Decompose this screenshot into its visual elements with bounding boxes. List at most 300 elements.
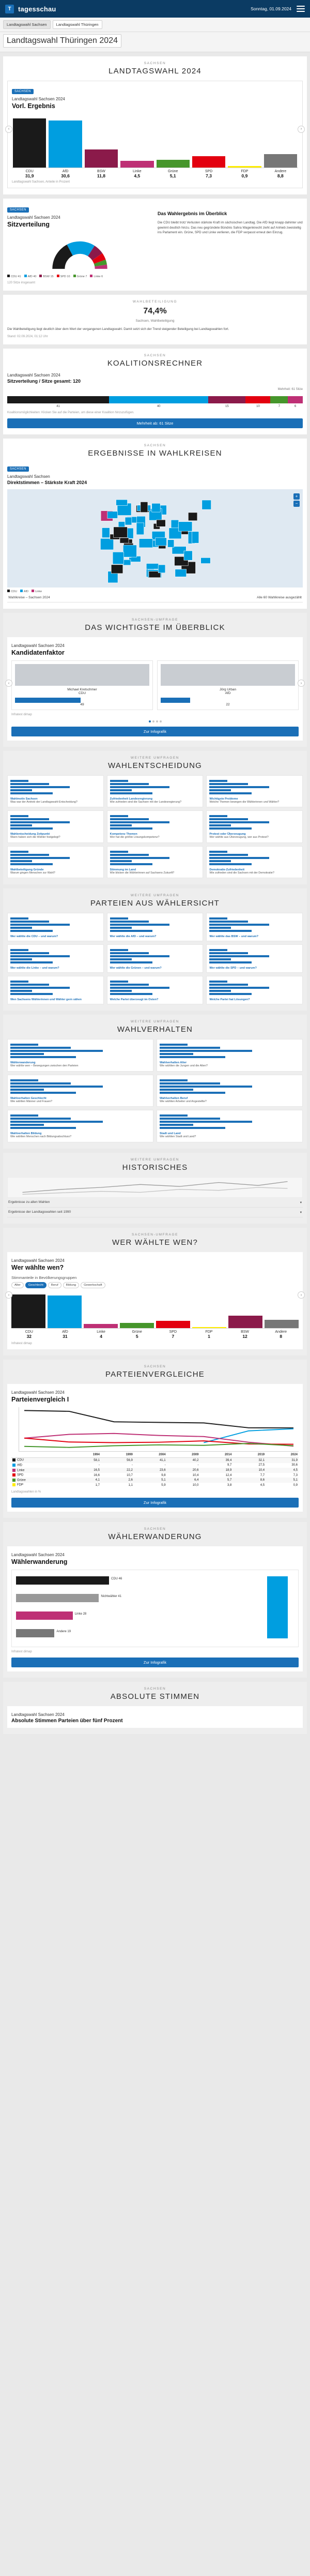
- constituency-map[interactable]: [7, 489, 303, 587]
- koal-seg-afd[interactable]: [109, 396, 208, 403]
- mini-chart: [110, 916, 200, 933]
- map-constituency[interactable]: [146, 563, 159, 569]
- mini-bar-row: [160, 1121, 300, 1123]
- analysis-card-title: Wer wählte die CDU – und warum?: [10, 935, 58, 939]
- mini-bar-row: [110, 993, 200, 995]
- mini-bar-row: [209, 792, 300, 794]
- werwen-chip-bildung[interactable]: Bildung: [63, 1282, 79, 1288]
- mini-bar-row: [10, 863, 101, 865]
- analysis-card[interactable]: [107, 976, 204, 1004]
- analysis-card[interactable]: [7, 1039, 153, 1072]
- overview-head: Das Wahlergebnis im Überblick: [158, 211, 227, 216]
- werwen-card-title: Landtagswahl Sachsen 2024: [11, 1258, 65, 1263]
- mini-bar-row: [10, 1114, 150, 1117]
- candidates-prev-icon[interactable]: ‹: [5, 680, 12, 687]
- mini-bar-row: [110, 961, 200, 963]
- pv-value: 0,9: [293, 1483, 298, 1487]
- pv-value: -: [164, 1464, 166, 1467]
- analysis-card[interactable]: [107, 775, 204, 808]
- analysis-card-text: Wie zufrieden sind die Sachsen mit der Landesregierung?: [110, 800, 182, 804]
- mini-bar-row: [110, 958, 200, 960]
- map-constituency[interactable]: [136, 523, 144, 535]
- mini-chart: [10, 814, 101, 831]
- koalition-button[interactable]: Mehrheit ab: 61 Sitze: [7, 418, 303, 428]
- seat-legend-afd: AfD 40: [24, 275, 37, 278]
- mini-bar-row: [110, 854, 200, 856]
- candidate-card[interactable]: [157, 660, 299, 710]
- map-constituency[interactable]: [139, 538, 152, 547]
- mini-chart: [10, 1078, 150, 1095]
- result-bar-spd: [192, 114, 225, 168]
- candidate-value: 49: [80, 702, 84, 706]
- candidate-card[interactable]: [11, 660, 153, 710]
- abs-card-title: Landtagswahl Sachsen 2024: [11, 1712, 65, 1718]
- mini-bar-row: [209, 930, 300, 932]
- candidates-source: Infratest dimap: [11, 713, 32, 716]
- result-bar-afd: [49, 114, 82, 168]
- candidate-name: Jörg Urban: [219, 687, 237, 691]
- candidates-card-title: Landtagswahl Sachsen 2024: [11, 643, 65, 648]
- mini-chart: [209, 849, 300, 867]
- result-badge: SACHSEN: [12, 89, 34, 94]
- ww-bar-label-nichtwähler: Nichtwähler 41: [101, 1595, 122, 1599]
- analysis-card[interactable]: [206, 846, 303, 879]
- pv-value: 12,4: [225, 1473, 232, 1477]
- result-label-bsw: BSW 11,8: [97, 170, 105, 178]
- werwen-bar-cdu: [11, 1291, 45, 1328]
- pv-value: -: [131, 1464, 133, 1467]
- mini-bar-row: [209, 958, 300, 960]
- mini-bar-row: [10, 1082, 150, 1084]
- map-constituency[interactable]: [192, 531, 198, 543]
- pv-value: 56,9: [127, 1458, 133, 1462]
- analysis-card-text: Wann haben sich die Wähler festgelegt?: [10, 836, 60, 839]
- candidates-next-icon[interactable]: ›: [298, 680, 305, 687]
- pv-party: AfD: [11, 1463, 68, 1468]
- pv-value: 9,8: [161, 1473, 166, 1477]
- map-constituency[interactable]: [123, 560, 131, 565]
- koal-seg-grüne[interactable]: [270, 396, 288, 403]
- pv-value: 4,5: [260, 1483, 265, 1487]
- analysis-card[interactable]: [206, 810, 303, 843]
- analysis-card[interactable]: [7, 913, 104, 941]
- chevron-down-icon[interactable]: ▾: [300, 1200, 302, 1204]
- candidate-bar: [15, 698, 81, 703]
- analysis-card-title: Zufriedenheit Landesregierung: [110, 797, 153, 801]
- werwen-label-cdu: CDU 32: [25, 1330, 33, 1339]
- analysis-card-title: Wer wählte die SPD – und warum?: [209, 967, 257, 970]
- tab-sachsen[interactable]: Landtagswahl Sachsen: [3, 20, 51, 29]
- mini-chart: [10, 778, 101, 796]
- analysis-card[interactable]: [157, 1075, 303, 1107]
- mini-chart: [160, 1113, 300, 1131]
- analysis-card-title: Demokratie-Zufriedenheit: [209, 868, 245, 871]
- ww-bar-label-linke: Linke 28: [74, 1613, 87, 1616]
- mini-chart: [110, 778, 200, 796]
- mini-bar-row: [209, 827, 300, 830]
- mini-bar-row: [110, 927, 200, 929]
- mini-bar-row: [10, 851, 101, 853]
- analysis-card[interactable]: [7, 775, 104, 808]
- werwen-filter-chips[interactable]: [11, 1282, 299, 1288]
- mini-bar-row: [209, 981, 300, 983]
- mini-bar-row: [209, 990, 300, 992]
- mini-bar-row: [209, 927, 300, 929]
- map-select-value[interactable]: Direktstimmen – Stärkste Kraft 2024: [7, 479, 87, 485]
- analysis-card-title: Wahlverhalten Geschlecht: [10, 1096, 47, 1100]
- pv-table-row: [11, 1468, 299, 1473]
- mini-bar-row: [209, 984, 300, 986]
- map-constituency[interactable]: [178, 521, 192, 531]
- analysis-card[interactable]: [107, 810, 204, 843]
- koal-seg-bsw[interactable]: [208, 396, 245, 403]
- map-constituency[interactable]: [120, 537, 129, 543]
- pv-series-afd: [204, 1429, 293, 1443]
- koal-seg-spd[interactable]: [245, 396, 270, 403]
- mini-bar-row: [10, 952, 101, 954]
- carousel-prev-icon[interactable]: ‹: [5, 126, 12, 133]
- footer-spacer: [0, 1738, 310, 1749]
- pv-col-header: 1999: [101, 1453, 134, 1458]
- seats-left: [7, 204, 152, 284]
- mini-bar-row: [10, 921, 101, 923]
- koalition-card-title: Landtagswahl Sachsen 2024: [7, 372, 60, 378]
- werwen-chip-gewerkschaft[interactable]: Gewerkschaft: [81, 1282, 105, 1288]
- map-legend: [7, 590, 303, 593]
- pv-value: 20,6: [192, 1468, 199, 1472]
- pv-value: 40,2: [192, 1458, 199, 1462]
- map-constituency[interactable]: [116, 500, 128, 505]
- mini-bar-row: [10, 927, 101, 929]
- mini-bar-row: [160, 1127, 300, 1129]
- analysis-card[interactable]: [7, 976, 104, 1004]
- analysis-card-title: Wer wählte die Grünen – und warum?: [110, 967, 162, 970]
- analysis-card[interactable]: [107, 846, 204, 879]
- pv-value: 5,9: [161, 1483, 166, 1487]
- analysis-card-text: Wer wählte aus Überzeugung, wer aus Protest?: [209, 836, 269, 839]
- map-legend-linke: Linke: [32, 590, 42, 593]
- result-card-title: Landtagswahl Sachsen 2024: [12, 97, 65, 101]
- map-constituency[interactable]: [201, 558, 211, 563]
- map-constituency[interactable]: [102, 528, 110, 537]
- candidates-title: DAS WICHTIGSTE IM ÜBERBLICK: [85, 623, 225, 632]
- wahlverhalten-title: WAHLVERHALTEN: [117, 1025, 193, 1034]
- parteien-kicker: WEITERE UMFRAGEN: [130, 894, 180, 898]
- result-axis-note: Landtagswahl Sachsen, Anteile in Prozent: [12, 180, 70, 184]
- result-bar-fdp: [228, 114, 261, 168]
- ww-bar-cdu: [16, 1576, 109, 1585]
- map-constituency[interactable]: [123, 545, 136, 557]
- pv-table-row: [11, 1473, 299, 1478]
- ww-button[interactable]: Zur Infografik: [11, 1658, 299, 1667]
- werwen-chip-alter[interactable]: Alter: [11, 1282, 24, 1288]
- carousel-dots[interactable]: [11, 720, 299, 722]
- result-title: LANDTAGSWAHL 2024: [109, 67, 202, 76]
- analysis-card[interactable]: [206, 944, 303, 973]
- analysis-card-title: Wahlbeteiligung Gründe: [10, 868, 44, 871]
- mini-bar-row: [10, 1092, 150, 1094]
- wahlverhalten-kicker: WEITERE UMFRAGEN: [130, 1020, 180, 1024]
- seat-legend-spd: SPD 10: [57, 275, 70, 278]
- zoom-out-icon[interactable]: −: [293, 501, 300, 507]
- map-constituency[interactable]: [113, 552, 123, 564]
- map-constituency[interactable]: [111, 564, 123, 573]
- candidates-button[interactable]: Zur Infografik: [11, 727, 299, 736]
- analysis-card[interactable]: [7, 1110, 153, 1142]
- analysis-card-title: Welche Partei hat Lösungen?: [209, 998, 250, 1002]
- analysis-card-text: Wie wählten Stadt und Land?: [160, 1135, 196, 1139]
- werwen-title: WER WÄHLTE WEN?: [112, 1238, 198, 1247]
- seats-badge: SACHSEN: [7, 207, 29, 213]
- analysis-card-title: Wichtigste Probleme: [209, 797, 238, 801]
- pv-value: 27,5: [258, 1464, 265, 1467]
- map-constituency[interactable]: [156, 537, 167, 545]
- map-constituency[interactable]: [158, 565, 165, 573]
- analysis-card[interactable]: [206, 775, 303, 808]
- pv-value: 30,6: [291, 1464, 298, 1467]
- map-select-label: Landtagswahl Sachsen: [7, 474, 50, 479]
- analysis-card-title: Protest oder Überzeugung: [209, 833, 246, 836]
- map-constituency[interactable]: [152, 503, 160, 512]
- mini-bar-row: [10, 990, 101, 992]
- mini-bar-row: [10, 789, 101, 791]
- mini-chart: [110, 849, 200, 867]
- pv-value: 41,1: [159, 1458, 166, 1462]
- mini-bar-row: [209, 783, 300, 785]
- analysis-card-title: Wahlmotiv Sachsen: [10, 797, 38, 801]
- mini-bar-row: [10, 987, 101, 989]
- analysis-card-text: Wer hat die größte Lösungskompetenz?: [110, 836, 160, 839]
- map-legend-cdu: CDU: [7, 590, 17, 593]
- mini-bar-row: [10, 1086, 150, 1088]
- werwen-label-afd: AfD 31: [62, 1330, 68, 1339]
- pv-value: 39,4: [225, 1458, 232, 1462]
- werwen-chip-beruf[interactable]: Beruf: [48, 1282, 61, 1288]
- mini-bar-row: [110, 921, 200, 923]
- analysis-card[interactable]: [206, 913, 303, 941]
- result-label-grüne: Grüne 5,1: [167, 170, 178, 178]
- mini-bar-row: [160, 1124, 300, 1126]
- analysis-card-title: Kompetenz Themen: [110, 833, 137, 836]
- pv-value: 1,1: [128, 1483, 133, 1487]
- mini-bar-row: [110, 863, 200, 865]
- pv-col-header: 2024: [266, 1453, 299, 1458]
- analysis-card-title: Wahlverhalten Bildung: [10, 1132, 42, 1136]
- koalition-kicker: SACHSEN: [144, 353, 166, 357]
- mini-bar-row: [209, 921, 300, 923]
- mini-bar-row: [160, 1082, 300, 1084]
- analysis-card-title: Wen Sachsens Wählerinnen und Wähler gern sähen: [10, 998, 82, 1002]
- result-bar-labels: [12, 170, 298, 178]
- sub-tabs: [0, 32, 310, 52]
- map-constituency[interactable]: [125, 517, 132, 525]
- koalition-card-head: Sitzverteilung / Sitze gesamt: 120: [7, 378, 81, 384]
- mini-bar-row: [110, 789, 200, 791]
- mini-chart: [110, 947, 200, 965]
- section-wahlentscheidung: [3, 751, 307, 885]
- mini-bar-row: [10, 981, 101, 983]
- mini-bar-row: [10, 1050, 150, 1052]
- historical-select-2[interactable]: [7, 1208, 303, 1217]
- analysis-card[interactable]: [7, 810, 104, 843]
- map-constituency[interactable]: [107, 511, 118, 518]
- result-bar-grüne: [157, 114, 190, 168]
- map-constituency[interactable]: [202, 500, 211, 509]
- pv-party: FDP: [11, 1483, 68, 1488]
- subtab-thueringen[interactable]: Landtagswahl Thüringen 2024: [3, 34, 121, 48]
- pv-col-header: 1994: [68, 1453, 101, 1458]
- mini-chart: [110, 979, 200, 997]
- koal-num-afd: 40: [157, 404, 161, 408]
- mini-bar-row: [10, 1118, 150, 1120]
- mini-bar-row: [10, 860, 101, 862]
- candidate-list: [11, 660, 299, 710]
- mini-bar-row: [10, 924, 101, 926]
- werwen-next-icon[interactable]: ›: [298, 1291, 305, 1299]
- pv-table-row: [11, 1483, 299, 1488]
- section-wanderung: [3, 1522, 307, 1678]
- koal-num-spd: 10: [256, 404, 260, 408]
- historical-select-1[interactable]: [7, 1198, 303, 1208]
- mini-bar-row: [10, 857, 101, 859]
- mini-bar-row: [110, 818, 200, 820]
- mini-bar-row: [110, 792, 200, 794]
- pv-value: -: [197, 1464, 199, 1467]
- map-legend-afd: AfD: [20, 590, 28, 593]
- pv-value: -: [98, 1464, 100, 1467]
- analysis-card-title: Stadt und Land: [160, 1132, 181, 1136]
- analysis-card[interactable]: [107, 944, 204, 973]
- mini-bar-row: [209, 786, 300, 788]
- werwen-bar-afd: [48, 1291, 82, 1328]
- map-constituency[interactable]: [167, 539, 174, 547]
- seat-legend-linke: Linke 6: [90, 275, 103, 278]
- map-constituency[interactable]: [114, 526, 128, 537]
- mini-bar-row: [209, 821, 300, 823]
- section-result: [3, 56, 307, 194]
- ww-bar-label-cdu: CDU 46: [111, 1577, 122, 1581]
- mini-bar-row: [160, 1047, 300, 1049]
- hamburger-icon[interactable]: [297, 6, 305, 12]
- seat-legend-grüne: Grüne 7: [73, 275, 87, 278]
- analysis-card-text: Welche Themen bewegen die Wählerinnen und Wähler?: [209, 800, 280, 804]
- analysis-card[interactable]: [107, 913, 204, 941]
- map-footer-left: Wahlkreise – Sachsen 2024: [8, 595, 50, 599]
- mini-bar-row: [160, 1092, 300, 1094]
- werwen-label-linke: Linke 4: [97, 1330, 105, 1339]
- analysis-card-text: Warum gingen Menschen zur Wahl?: [10, 871, 55, 875]
- koal-seg-linke[interactable]: [288, 396, 303, 403]
- pv-value: 16,6: [94, 1473, 100, 1477]
- analysis-card[interactable]: [206, 976, 303, 1004]
- werwen-chip-geschlecht[interactable]: Geschlecht: [25, 1282, 47, 1288]
- pv-button[interactable]: Zur Infografik: [11, 1498, 299, 1508]
- mini-bar-row: [10, 824, 101, 826]
- map-constituency[interactable]: [184, 551, 192, 560]
- zoom-in-icon[interactable]: +: [293, 493, 300, 500]
- analysis-card[interactable]: [7, 846, 104, 879]
- mini-bar-row: [10, 961, 101, 963]
- analysis-card-text: Wie zufrieden sind die Sachsen mit der Demokratie?: [209, 871, 274, 875]
- section-map: [3, 439, 307, 609]
- mini-bar-row: [10, 930, 101, 932]
- logo-icon: T: [5, 5, 14, 13]
- seats-right: [158, 204, 303, 284]
- map-constituency[interactable]: [157, 520, 166, 526]
- tab-thueringen[interactable]: Landtagswahl Thüringen: [53, 20, 102, 29]
- mini-chart: [10, 1113, 150, 1131]
- mini-bar-row: [110, 984, 200, 986]
- mini-bar-row: [209, 993, 300, 995]
- mini-bar-row: [209, 987, 300, 989]
- mini-chart: [209, 778, 300, 796]
- pv-table-row: [11, 1478, 299, 1483]
- map-constituency[interactable]: [175, 569, 187, 577]
- werwen-card: [7, 1252, 303, 1349]
- werwen-bar-spd: [156, 1291, 190, 1328]
- mini-bar-row: [209, 815, 300, 817]
- mini-chart: [209, 947, 300, 965]
- analysis-card[interactable]: [157, 1110, 303, 1142]
- candidate-name: Michael Kretschmer: [67, 687, 97, 691]
- pv-card-head: Parteienvergleich I: [11, 1395, 69, 1403]
- section-parteienvergleich: [3, 1360, 307, 1518]
- analysis-card-title: Wer wählte die AfD – und warum?: [110, 935, 157, 939]
- mini-bar-row: [160, 1114, 300, 1117]
- analysis-card[interactable]: [7, 944, 104, 973]
- map-constituency[interactable]: [141, 502, 148, 512]
- mini-bar-row: [209, 863, 300, 865]
- mini-bar-row: [110, 930, 200, 932]
- candidate-bar: [161, 698, 190, 703]
- map-constituency[interactable]: [100, 538, 113, 550]
- mini-bar-row: [209, 857, 300, 859]
- werwen-card-head: Wer wählte wen?: [11, 1263, 64, 1271]
- ww-title: WÄHLERWANDERUNG: [108, 1532, 202, 1542]
- chevron-down-icon-2[interactable]: ▾: [300, 1210, 302, 1214]
- brand-title: tagesschau: [18, 5, 56, 13]
- ww-card-title: Landtagswahl Sachsen 2024: [11, 1553, 65, 1558]
- map-constituency[interactable]: [188, 513, 197, 521]
- pv-value: 10,7: [127, 1473, 133, 1477]
- werwen-prev-icon[interactable]: ‹: [5, 1291, 12, 1299]
- analysis-card-text: Wie wählten Arbeiter und Angestellte?: [160, 1099, 207, 1103]
- werwen-label-fdp: FDP 1: [205, 1330, 213, 1339]
- turnout-value: 74,4%: [143, 307, 167, 315]
- analysis-card-title: Wählerwanderung: [10, 1061, 36, 1065]
- section-koalition: [3, 349, 307, 434]
- mini-bar-row: [10, 1127, 150, 1129]
- mini-bar-row: [160, 1089, 300, 1091]
- analysis-card-text: Wie wählten Menschen nach Bildungsabschluss?: [10, 1135, 72, 1139]
- mini-bar-row: [209, 854, 300, 856]
- analysis-card-text: Wie wählten die Jungen und die Alten?: [160, 1064, 208, 1068]
- candidate-photo: [161, 664, 295, 686]
- ww-card: [7, 1546, 303, 1671]
- mini-chart: [10, 916, 101, 933]
- mini-bar-row: [110, 987, 200, 989]
- ww-card-head: Wählerwanderung: [11, 1558, 68, 1566]
- pv-footer: Landtagswahlen in %: [11, 1490, 41, 1494]
- koal-seg-cdu[interactable]: [7, 396, 109, 403]
- koalition-seat-bar[interactable]: [7, 396, 303, 403]
- carousel-next-icon[interactable]: ›: [298, 126, 305, 133]
- mini-chart: [209, 979, 300, 997]
- analysis-card[interactable]: [7, 1075, 153, 1107]
- analysis-card[interactable]: [157, 1039, 303, 1072]
- koal-num-bsw: 15: [225, 404, 229, 408]
- mini-chart: [209, 916, 300, 933]
